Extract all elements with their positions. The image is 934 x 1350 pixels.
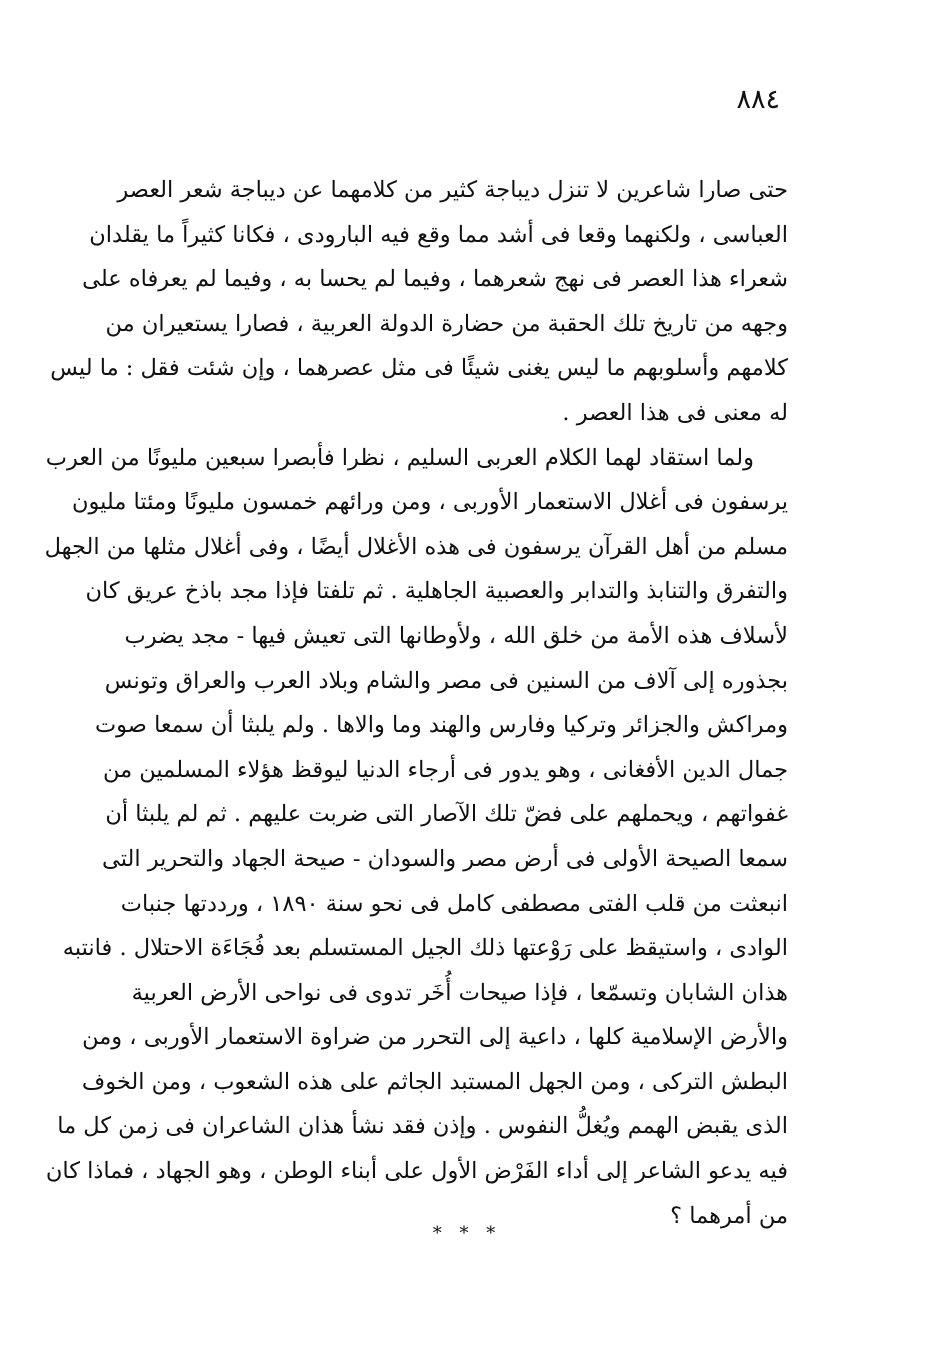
section-separator: * * *	[432, 1223, 502, 1244]
text-line: ولما استقاد لهما الكلام العربى السليم ، نظرا فأبصرا سبعين مليونًا من العرب	[45, 444, 754, 471]
text-line: الوادى ، واستيقظ على رَوْعتها ذلك الجيل المستسلم بعد فُجَاءَة الاحتلال . فانتبه	[62, 935, 788, 962]
text-line: كلامهم وأسلوبهم ما ليس يغنى شيئًا فى مثل عصرهما ، وإن شئت فقل : ما ليس	[50, 355, 788, 382]
text-line: سمعا الصيحة الأولى فى أرض مصر والسودان - صيحة الجهاد والتحرير التى	[101, 845, 788, 872]
text-line: غفواتهم ، ويحملهم على فضّ تلك الآصار التى ضربت عليهم . ثم لم يلبثا أن	[105, 801, 788, 828]
body-text	[44, 168, 788, 1238]
text-line: الذى يقبض الهمم ويُغلُّ النفوس . وإذن فقد نشأ هذان الشاعران فى زمن كل ما	[57, 1113, 788, 1140]
paragraph-1	[50, 168, 788, 436]
text-line: البطش التركى ، ومن الجهل المستبد الجاثم على هذه الشعوب ، ومن الخوف	[81, 1068, 788, 1095]
text-line: بجذوره إلى آلاف من السنين فى مصر والشام وبلاد العرب والعراق وتونس	[104, 667, 788, 694]
text-line: له معنى فى هذا العصر .	[562, 399, 788, 426]
paragraph-2	[44, 436, 788, 1239]
text-line: هذان الشابان وتسمّعا ، فإذا صيحات أُخَر تدوى فى نواحى الأرض العربية	[131, 979, 788, 1006]
text-line: من أمرهما ؟	[670, 1202, 788, 1229]
text-line: والتفرق والتنابذ والتدابر والعصبية الجاهلية . ثم تلفتا فإذا مجد باذخ عريق كان	[85, 578, 788, 605]
text-line: انبعثت من قلب الفتى مصطفى كامل فى نحو سنة ١٨٩٠ ، ورددتها جنبات	[120, 890, 788, 917]
text-line: وجهه من تاريخ تلك الحقبة من حضارة الدولة العربية ، فصارا يستعيران من	[105, 310, 788, 337]
text-line: جمال الدين الأفغانى ، وهو يدور فى أرجاء الدنيا ليوقظ هؤلاء المسلمين من	[102, 756, 788, 783]
text-line: العباسى ، ولكنهما وقعا فى أشد مما وقع فيه البارودى ، فكانا كثيراً ما يقلدان	[89, 221, 788, 248]
text-line: ومراكش والجزائر وتركيا وفارس والهند وما والاها . ولم يلبثا أن سمعا صوت	[95, 712, 788, 739]
text-line: يرسفون فى أغلال الاستعمار الأوربى ، ومن ورائهم خمسون مليونًا ومئتا مليون	[71, 489, 788, 516]
text-line: فيه يدعو الشاعر إلى أداء الفَرْض الأول على أبناء الوطن ، وهو الجهاد ، فماذا كان	[45, 1158, 788, 1185]
text-line: والأرض الإسلامية كلها ، داعية إلى التحرر من ضراوة الاستعمار الأوربى ، ومن	[82, 1024, 788, 1051]
text-line: مسلم من أهل القرآن يرسفون فى هذه الأغلال أيضًا ، وفى أغلال مثلها من الجهل	[44, 533, 788, 560]
text-line: لأسلاف هذه الأمة من خلق الله ، ولأوطانها التى تعيش فيها - مجد يضرب	[124, 622, 788, 649]
text-line: حتى صارا شاعرين لا تنزل ديباجة كثير من كلامهما عن ديباجة شعر العصر	[117, 177, 788, 203]
page-number: ٨٨٤	[736, 84, 780, 115]
text-line: شعراء هذا العصر فى نهج شعرهما ، وفيما لم يحسا به ، وفيما لم يعرفاه على	[82, 266, 788, 293]
